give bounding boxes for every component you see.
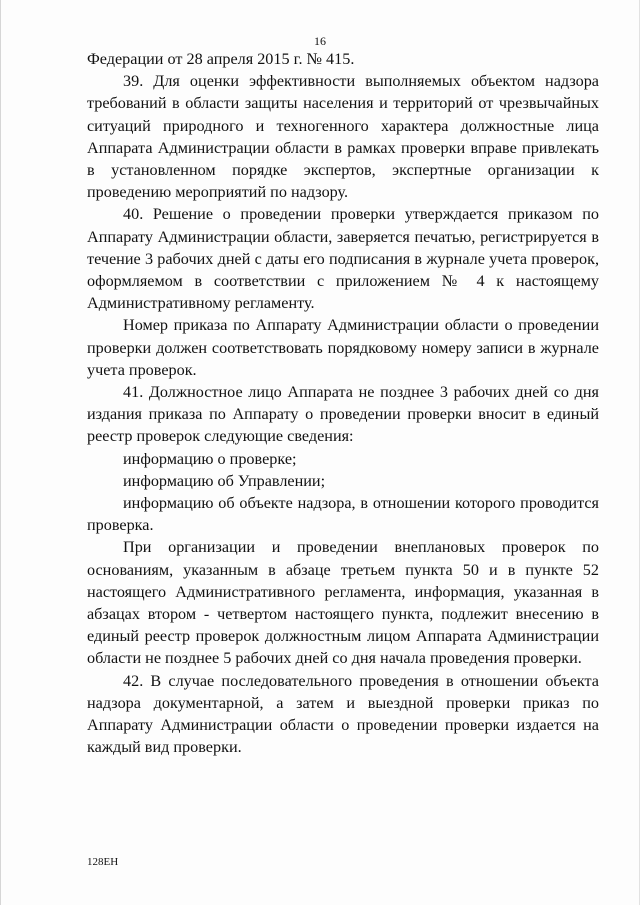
paragraph-order-number: Номер приказа по Аппарату Администрации области о проведении проверки должен соответствовать порядковому номеру записи в журнале учета проверок. — [87, 316, 599, 379]
paragraph-item-42: 42. В случае последовательного проведения в отношении объекта надзора документарной, а затем и выездной проверки приказ по Аппарату Администрации области о проведении проверки издается на каждый вид проверки. — [87, 671, 599, 757]
paragraph-object-info: информацию об объекте надзора, в отношении которого проводится проверка. — [87, 494, 599, 535]
footer-code: 128ЕН — [87, 856, 119, 868]
list-item-department-info: информацию об Управлении; — [123, 471, 326, 490]
document-body — [87, 48, 599, 759]
paragraph-unscheduled-inspections: При организации и проведении внеплановых проверок по основаниям, указанным в абзаце третьем пункта 50 и в пункте 52 настоящего Административного регламента, информация, указанная в абзацах втором - четвертом настоящего пункта, подлежит внесению в единый реестр проверок должностным лицом Аппарата Администрации области не позднее 5 рабочих дней со дня начала проведения проверки. — [87, 538, 599, 668]
paragraph-continuation: Федерации от 28 апреля 2015 г. № 415. — [87, 50, 355, 68]
paragraph-item-39: 39. Для оценки эффективности выполняемых объектом надзора требований в области защиты населения и территорий от чрезвычайных ситуаций природного и техногенного характера должностные лица Аппарата Администрации области в рамках проверки вправе привлекать в установленном порядке экспертов, экспертные организации к проведению мероприятий по надзору. — [87, 72, 599, 202]
list-item-inspection-info: информацию о проверке; — [123, 449, 297, 468]
page-number: 16 — [314, 34, 326, 48]
paragraph-item-41: 41. Должностное лицо Аппарата не позднее 3 рабочих дней со дня издания приказа по Аппарату о проведении проверки вносит в единый реестр проверок следующие сведения: — [87, 383, 599, 446]
paragraph-item-40: 40. Решение о проведении проверки утверждается приказом по Аппарату Администрации области, заверяется печатью, регистрируется в течение 3 рабочих дней с даты его подписания в журнале учета проверок, оформляемом в соответствии с приложением № 4 к настоящему Административному регламенту. — [87, 205, 599, 313]
